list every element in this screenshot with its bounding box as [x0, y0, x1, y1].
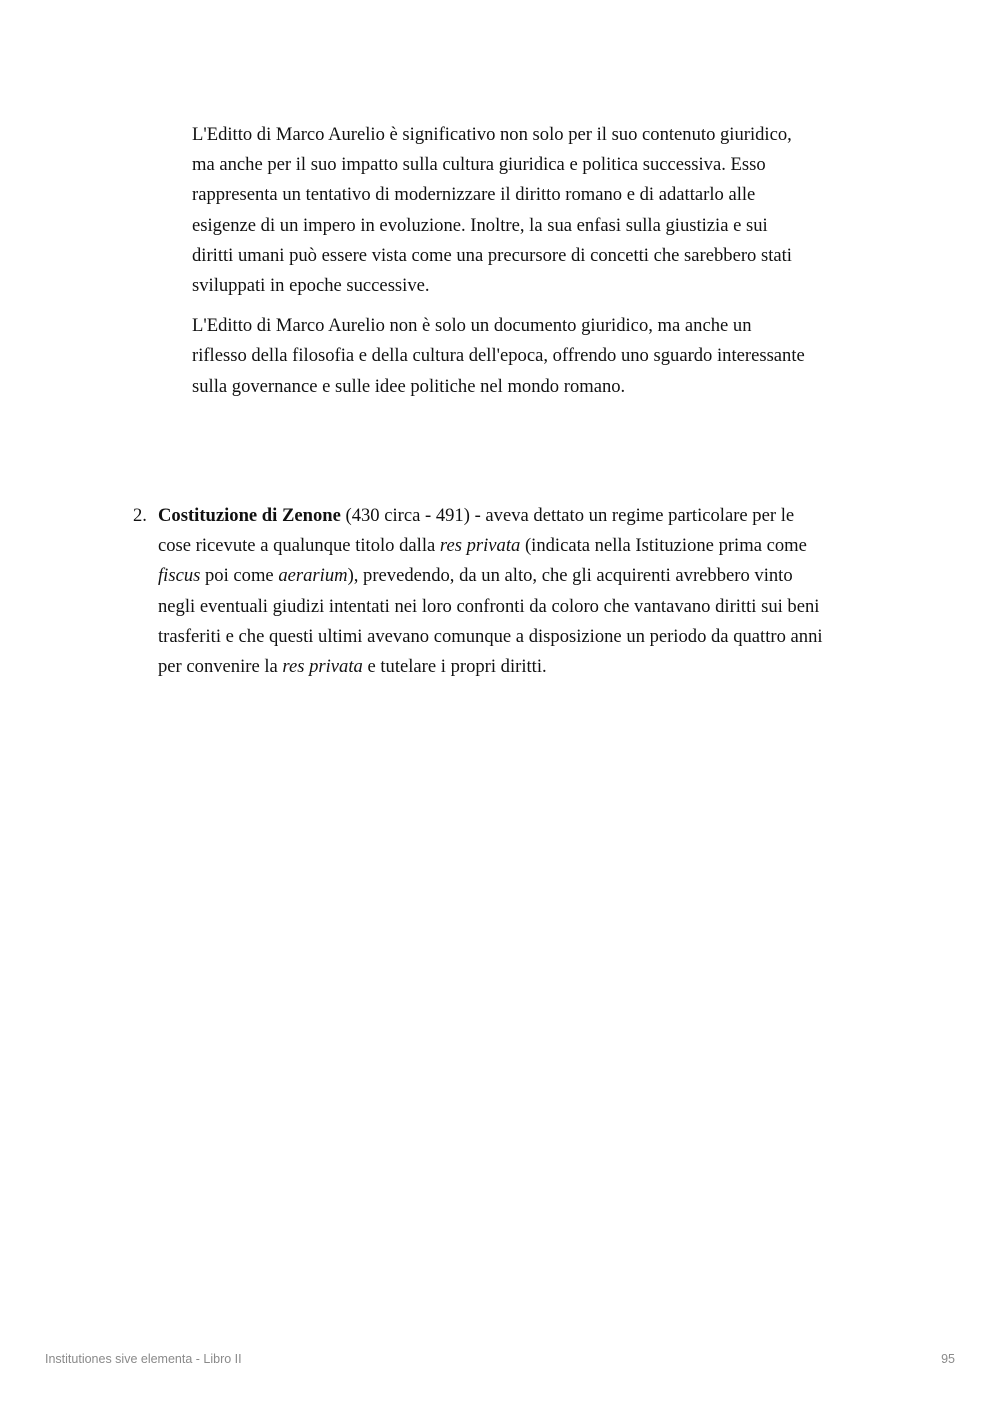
text-fragment: (indicata nella Istituzione prima come: [520, 535, 807, 557]
text-fragment: e tutelare i propri diritti.: [362, 656, 547, 678]
italic-term: aerarium: [278, 565, 348, 587]
text-line: rappresenta un tentativo di modernizzare il diritto romano e di adattarlo alle: [192, 184, 756, 206]
text-fragment: poi come: [200, 565, 279, 587]
footer-title: Institutiones sive elementa - Libro II: [45, 1352, 242, 1366]
italic-term: res privata: [282, 656, 363, 678]
list-item-body: [158, 501, 893, 682]
text-line: [158, 561, 893, 591]
footer-page-number: 95: [941, 1352, 955, 1366]
text-line: [158, 652, 893, 682]
text-fragment: ), prevedendo, da un alto, che gli acquirenti avrebbero vinto: [347, 565, 793, 587]
text-line: riflesso della filosofia e della cultura dell'epoca, offrendo uno sguardo interessante: [192, 345, 805, 367]
text-line: L'Editto di Marco Aurelio non è solo un documento giuridico, ma anche un: [192, 315, 752, 337]
text-line: trasferiti e che questi ultimi avevano comunque a disposizione un periodo da quattro anni: [158, 625, 823, 647]
text-line: sviluppati in epoche successive.: [192, 275, 430, 297]
text-line: L'Editto di Marco Aurelio è significativo non solo per il suo contenuto giuridico,: [192, 124, 792, 145]
text-line: esigenze di un impero in evoluzione. Inoltre, la sua enfasi sulla giustizia e sui: [192, 214, 768, 236]
text-line: negli eventuali giudizi intentati nei loro confronti da coloro che vantavano diritti sui beni: [158, 595, 820, 617]
text-fragment: per convenire la: [158, 656, 283, 678]
text-line: sulla governance e sulle idee politiche nel mondo romano.: [192, 375, 626, 397]
text-line: diritti umani può essere vista come una precursore di concetti che sarebbero stati: [192, 244, 792, 266]
indented-quote-block: [192, 120, 872, 412]
list-item-title: Costituzione di Zenone: [158, 505, 341, 526]
italic-term: fiscus: [158, 565, 201, 587]
list-number: 2.: [133, 505, 147, 526]
italic-term: res privata: [439, 535, 521, 557]
paragraph-editto-significance: [192, 120, 872, 301]
text-fragment: cose ricevute a qualunque titolo dalla: [158, 535, 440, 557]
text-line: ma anche per il suo impatto sulla cultura giuridica e politica successiva. Esso: [192, 154, 766, 176]
text-line: [158, 501, 893, 531]
text-line: [158, 531, 893, 561]
text-fragment: (430 circa - 491) - aveva dettato un regime particolare per le: [340, 505, 795, 526]
paragraph-editto-reflection: [192, 311, 872, 402]
